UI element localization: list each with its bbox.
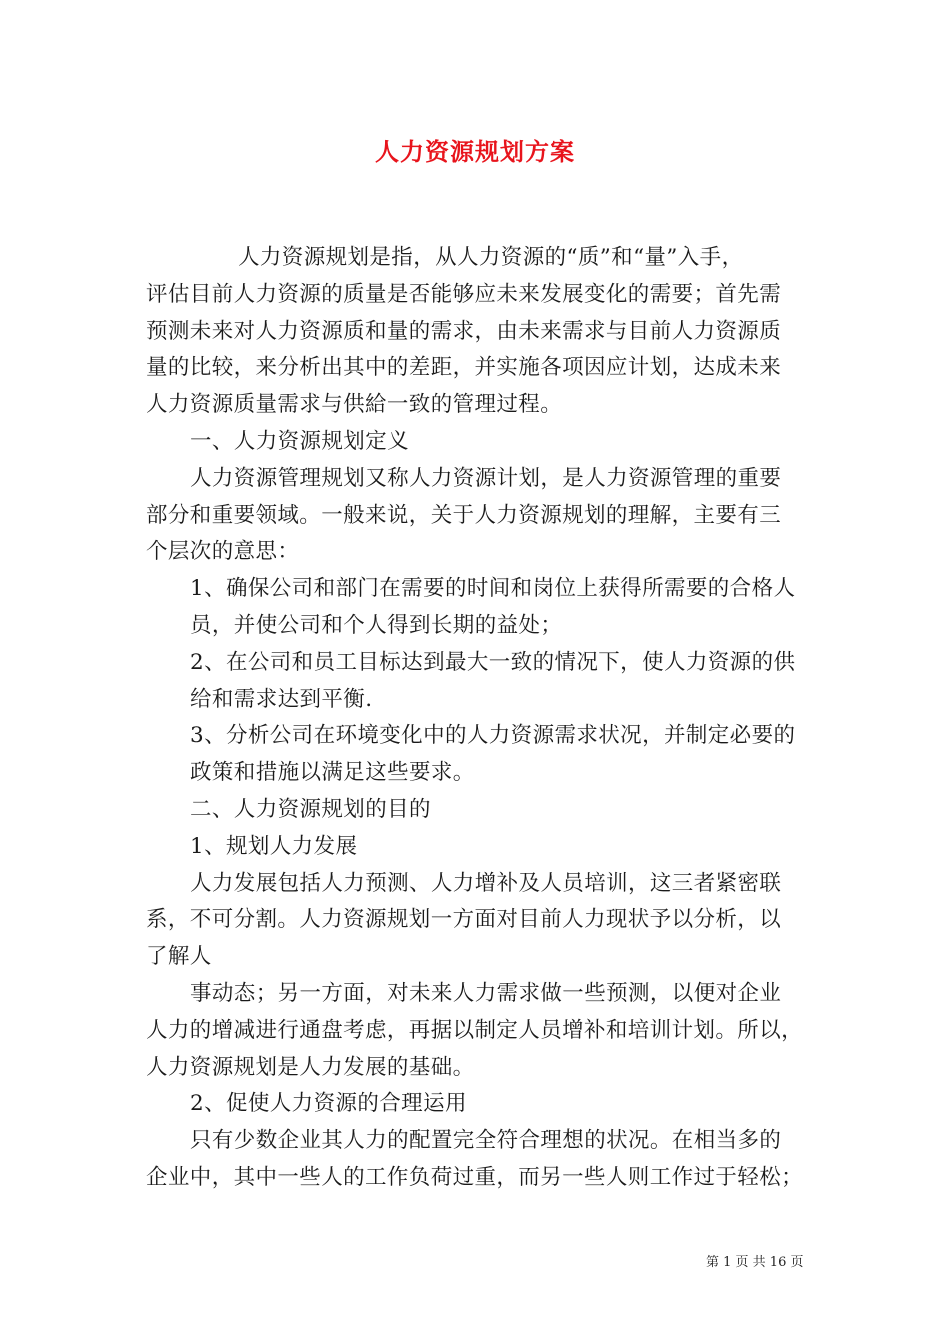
list-item-line: 1、确保公司和部门在需要的时间和岗位上获得所需要的合格人: [190, 576, 796, 602]
paragraph-line: 系，不可分割。人力资源规划一方面对目前人力现状予以分析，以: [146, 907, 782, 933]
document-body: [146, 240, 806, 1197]
document-title: 人力资源规划方案: [375, 137, 575, 166]
subsection-heading: 2、促使人力资源的合理运用: [190, 1091, 467, 1117]
list-item-line: 3、分析公司在环境变化中的人力资源需求状况，并制定必要的: [190, 723, 796, 749]
list-item-line: 2、在公司和员工目标达到最大一致的情况下，使人力资源的供: [190, 649, 796, 675]
paragraph-line: 了解人: [146, 944, 212, 970]
paragraph-line: 人力的增减进行通盘考虑，再据以制定人员增补和培训计划。所以，: [146, 1017, 804, 1043]
list-item-line: 政策和措施以满足这些要求。: [190, 760, 475, 786]
page-number-footer: 第 1 页 共 16 页: [706, 1255, 804, 1270]
paragraph-line: 人力资源质量需求与供給一致的管理过程。: [146, 392, 563, 418]
paragraph-line: 事动态；另一方面，对未来人力需求做一些预测，以便对企业: [190, 980, 782, 1006]
paragraph-line: 个层次的意思：: [146, 539, 300, 565]
section-heading: 一、人力资源规划定义: [190, 428, 410, 454]
list-item-line: 给和需求达到平衡.: [190, 686, 373, 712]
paragraph-line: 预测未来对人力资源质和量的需求，由未来需求与目前人力资源质: [146, 318, 782, 344]
paragraph-line: 评估目前人力资源的质量是否能够应未来发展变化的需要；首先需: [146, 281, 782, 307]
subsection-heading: 1、规划人力发展: [190, 833, 358, 859]
paragraph-line: 企业中，其中一些人的工作负荷过重，而另一些人则工作过于轻松；: [146, 1164, 804, 1190]
paragraph-line: 人力资源规划是指，从人力资源的“质”和“量”入手，: [238, 245, 744, 270]
paragraph-line: 部分和重要领域。一般来说，关于人力资源规划的理解，主要有三: [146, 502, 782, 528]
list-item-line: 员，并使公司和个人得到长期的益处；: [190, 612, 563, 638]
paragraph-line: 人力资源管理规划又称人力资源计划，是人力资源管理的重要: [190, 465, 782, 491]
paragraph-line: 人力资源规划是人力发展的基础。: [146, 1054, 475, 1080]
paragraph-line: 只有少数企业其人力的配置完全符合理想的状况。在相当多的: [190, 1128, 782, 1154]
paragraph-line: 人力发展包括人力预测、人力增补及人员培训，这三者紧密联: [190, 870, 782, 896]
paragraph-line: 量的比较，来分析出其中的差距，并实施各项因应计划，达成未来: [146, 355, 782, 381]
section-heading: 二、人力资源规划的目的: [190, 796, 431, 822]
